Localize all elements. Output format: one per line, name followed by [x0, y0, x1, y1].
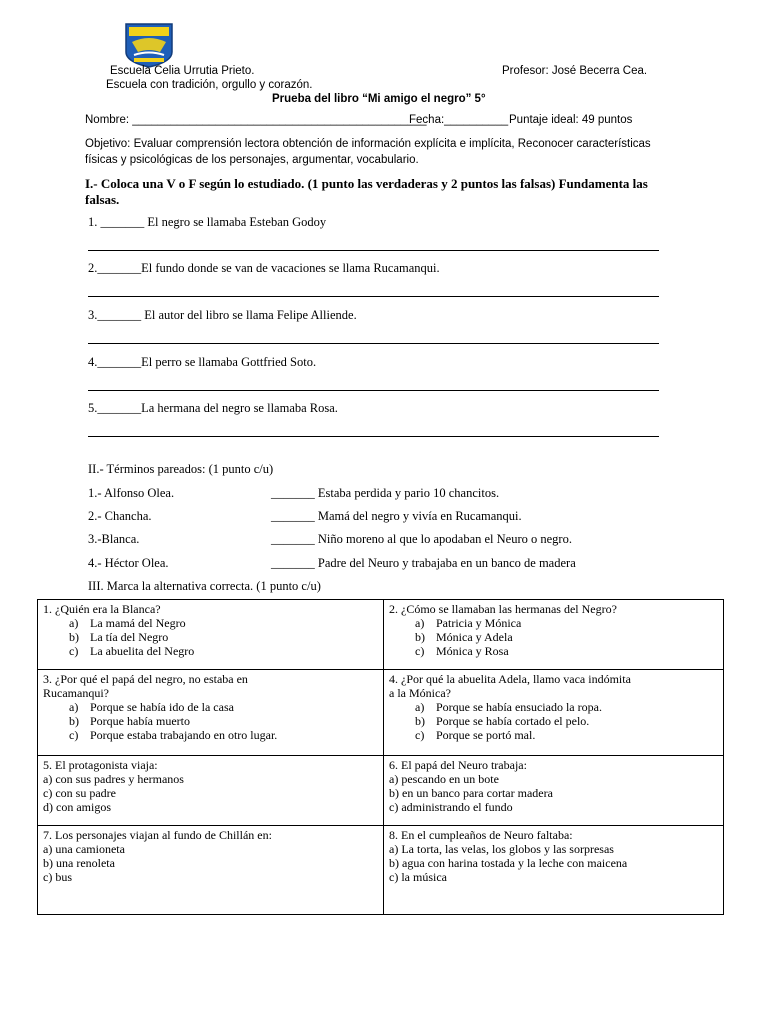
question-text-line-1: 3. ¿Por qué el papá del negro, no estaba en — [43, 672, 248, 686]
question-text: 7. Los personajes viajan al fundo de Chillán en: — [43, 828, 272, 842]
option-b[interactable]: b) en un banco para cortar madera — [389, 786, 553, 800]
option-a[interactable]: a) Porque se había ido de la casa — [69, 700, 234, 714]
option-b[interactable]: b) Porque había muerto — [69, 714, 190, 728]
multiple-choice-table — [37, 599, 724, 915]
question-cell-4 — [384, 670, 723, 756]
answer-line-4[interactable] — [88, 390, 659, 391]
tf-item-1: 1. _______ El negro se llamaba Esteban Godoy — [88, 215, 327, 229]
option-b[interactable]: b) La tía del Negro — [69, 630, 169, 644]
option-d[interactable]: d) con amigos — [43, 800, 111, 814]
option-b[interactable]: b) una renoleta — [43, 856, 115, 870]
question-text: 8. En el cumpleaños de Neuro faltaba: — [389, 828, 573, 842]
question-cell-1 — [38, 600, 384, 670]
tf-item-2: 2._______El fundo donde se van de vacaciones se llama Rucamanqui. — [88, 261, 440, 275]
question-cell-3 — [38, 670, 384, 756]
option-c[interactable]: c) bus — [43, 870, 72, 884]
option-c[interactable]: c) la música — [389, 870, 447, 884]
option-a[interactable]: a) con sus padres y hermanos — [43, 772, 184, 786]
answer-line-2[interactable] — [88, 296, 659, 297]
date-field[interactable]: Fecha:__________ — [409, 114, 509, 126]
option-b[interactable]: b) agua con harina tostada y la leche con maicena — [389, 856, 628, 870]
match-definition-3: _______ Niño moreno al que lo apodaban el Neuro o negro. — [271, 532, 572, 546]
option-b[interactable]: b) Porque se había cortado el pelo. — [415, 714, 590, 728]
option-a[interactable]: a) Porque se había ensuciado la ropa. — [415, 700, 602, 714]
option-a[interactable]: a) una camioneta — [43, 842, 125, 856]
match-term-4: 4.- Héctor Olea. — [88, 556, 169, 570]
test-title: Prueba del libro “Mi amigo el negro” 5° — [272, 93, 486, 105]
option-a[interactable]: a) La mamá del Negro — [69, 616, 186, 630]
question-text-line-1: 4. ¿Por qué la abuelita Adela, llamo vaca indómita — [389, 672, 631, 686]
school-name: Escuela Celia Urrutia Prieto. — [110, 65, 255, 77]
question-text: 2. ¿Cómo se llamaban las hermanas del Negro? — [389, 602, 617, 616]
question-text: 5. El protagonista viaja: — [43, 758, 158, 772]
option-c[interactable]: c) Porque se portó mal. — [415, 728, 536, 742]
option-c[interactable]: c) Mónica y Rosa — [415, 644, 509, 658]
name-field[interactable]: Nombre: ______________________________________________ — [85, 114, 427, 126]
question-cell-7 — [38, 826, 384, 914]
question-text-line-2: a la Mónica? — [389, 686, 451, 700]
tf-item-4: 4._______El perro se llamaba Gottfried Soto. — [88, 355, 317, 369]
teacher-name: Profesor: José Becerra Cea. — [502, 65, 648, 77]
match-term-1: 1.- Alfonso Olea. — [88, 486, 175, 500]
option-c[interactable]: c) Porque estaba trabajando en otro lugar. — [69, 728, 278, 742]
match-definition-1: _______ Estaba perdida y pario 10 chancitos. — [271, 486, 500, 500]
question-text-line-2: Rucamanqui? — [43, 686, 109, 700]
school-motto: Escuela con tradición, orgullo y corazón. — [106, 79, 313, 91]
option-a[interactable]: a) La torta, las velas, los globos y las sorpresas — [389, 842, 614, 856]
school-crest-logo — [120, 22, 178, 68]
option-c[interactable]: c) La abuelita del Negro — [69, 644, 195, 658]
match-term-3: 3.-Blanca. — [88, 532, 140, 546]
option-c[interactable]: c) con su padre — [43, 786, 116, 800]
answer-line-3[interactable] — [88, 343, 659, 344]
option-a[interactable]: a) pescando en un bote — [389, 772, 499, 786]
question-text: 1. ¿Quién era la Blanca? — [43, 602, 161, 616]
question-cell-6 — [384, 756, 723, 826]
tf-item-3: 3._______ El autor del libro se llama Felipe Alliende. — [88, 308, 357, 322]
section-1-title: I.- Coloca una V o F según lo estudiado. (1 punto las verdaderas y 2 puntos las falsas) Fundamenta las falsas. — [85, 176, 648, 207]
section-2-title: II.- Términos pareados: (1 punto c/u) — [88, 462, 274, 476]
option-c[interactable]: c) administrando el fundo — [389, 800, 513, 814]
question-cell-5 — [38, 756, 384, 826]
match-term-2: 2.- Chancha. — [88, 509, 152, 523]
question-cell-2 — [384, 600, 723, 670]
question-text: 6. El papá del Neuro trabaja: — [389, 758, 527, 772]
question-cell-8 — [384, 826, 723, 914]
objective-text: Objetivo: Evaluar comprensión lectora obtención de información explícita e implícita, Reconocer características físicas y psicológicas de los personajes, argumentar, vocabulario. — [85, 138, 651, 166]
option-a[interactable]: a) Patricia y Mónica — [415, 616, 522, 630]
answer-line-1[interactable] — [88, 250, 659, 251]
section-3-title: III. Marca la alternativa correcta. (1 punto c/u) — [88, 579, 321, 593]
option-b[interactable]: b) Mónica y Adela — [415, 630, 513, 644]
ideal-score: Puntaje ideal: 49 puntos — [509, 114, 633, 126]
match-definition-4: _______ Padre del Neuro y trabajaba en un banco de madera — [271, 556, 576, 570]
answer-line-5[interactable] — [88, 436, 659, 437]
match-definition-2: _______ Mamá del negro y vivía en Rucamanqui. — [271, 509, 522, 523]
tf-item-5: 5._______La hermana del negro se llamaba Rosa. — [88, 401, 338, 415]
